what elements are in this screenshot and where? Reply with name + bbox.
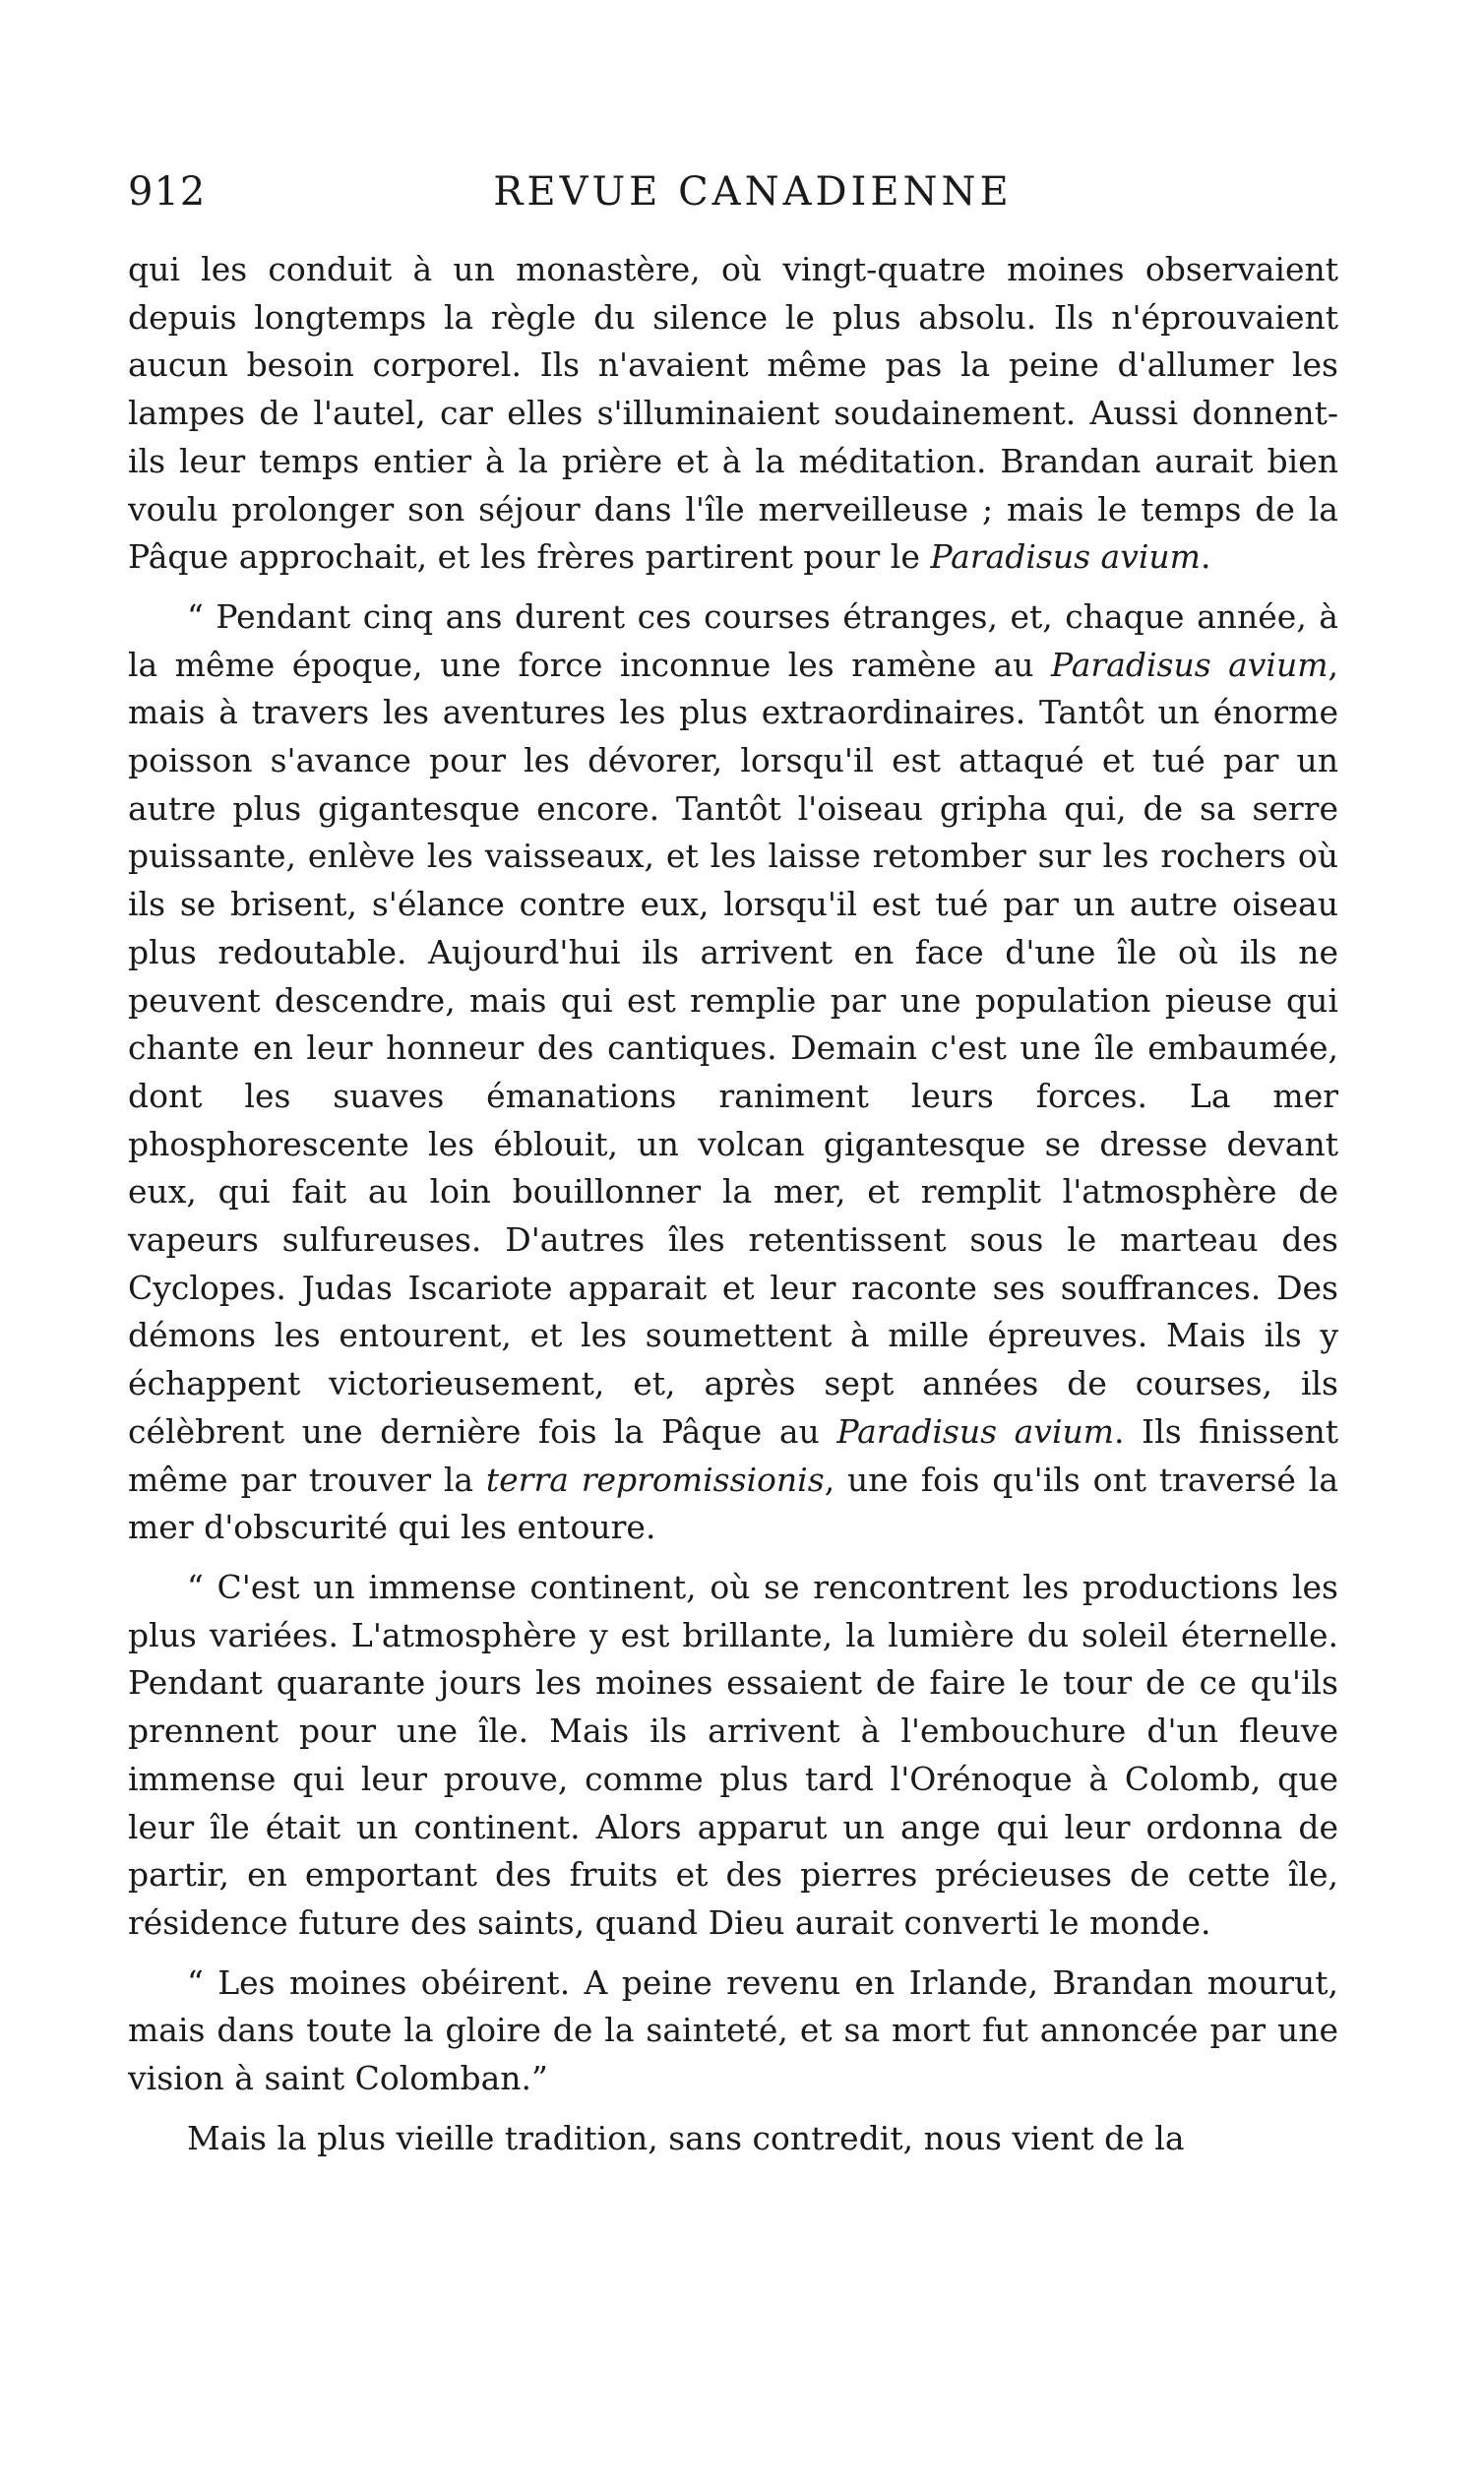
text-segment: , une fois qu'ils ont traversé la mer d'obscurité qui les entoure.: [128, 1460, 1338, 1547]
page-number: 912: [128, 169, 207, 215]
paragraph-2: [128, 593, 1338, 1552]
text-segment: “ Les moines obéirent. A peine revenu en Irlande, Brandan mourut, mais dans toute la gloire de la sainteté, et sa mort fut annoncée par une vision à saint Colomban.”: [128, 1962, 1338, 2098]
body-text: [128, 246, 1338, 2174]
text-segment: .: [1200, 537, 1211, 577]
text-segment: qui les conduit à un monastère, où vingt-quatre moines observaient depuis longtemps la règle du silence le plus absolu. Ils n'éprouvaient aucun besoin corporel. Ils n'avaient même pas la peine d'allumer les lampes de l'autel, car elles s'illuminaient soudainement. Aussi donnent-ils leur temps entier à la prière et à la méditation. Brandan aurait bien voulu prolonger son séjour dans l'île merveilleuse ; mais le temps de la Pâque approchait, et les frères partirent pour le: [128, 250, 1338, 577]
paragraph-1: [128, 246, 1338, 582]
italic-term: terra repromissionis: [485, 1460, 825, 1499]
italic-term: Paradisus avium: [836, 1411, 1115, 1451]
running-head: [128, 162, 1338, 221]
journal-title: REVUE CANADIENNE: [493, 169, 1013, 215]
italic-term: Paradisus avium: [930, 537, 1201, 577]
text-segment: . Ils finissent même par trouver la: [128, 1411, 1338, 1499]
italic-term: Paradisus avium: [1051, 645, 1329, 684]
text-segment: “ Pendant cinq ans durent ces courses étranges, et, chaque année, à la même époque, une force inconnue les ramène au: [128, 596, 1338, 684]
paragraph-4: [128, 1960, 1338, 2103]
text-segment: , mais à travers les aventures les plus extraordinaires. Tantôt un énorme poisson s'avance pour les dévorer, lorsqu'il est attaqué et tué par un autre plus gigantesque encore. Tantôt l'oiseau gripha qui, de sa serre puissante, enlève les vaisseaux, et les laisse retomber sur les rochers où ils se brisent, s'élance contre eux, lorsqu'il est tué par un autre oiseau plus redoutable. Aujourd'hui ils arrivent en face d'une île où ils ne peuvent descendre, mais qui est remplie par une population pieuse qui chante en leur honneur des cantiques. Demain c'est une île embaumée, dont les suaves émanations raniment leurs forces. La mer phosphorescente les éblouit, un volcan gigantesque se dresse devant eux, qui fait au loin bouillonner la mer, et remplit l'atmosphère de vapeurs sulfureuses. D'autres îles retentissent sous le marteau des Cyclopes. Judas Iscariote apparait et leur raconte ses souffrances. Des démons les entourent, et les soumettent à mille épreuves. Mais ils y échappent victorieusement, et, après sept années de courses, ils célèbrent une dernière fois la Pâque au: [128, 645, 1338, 1451]
paragraph-3: [128, 1564, 1338, 1948]
paragraph-5: [128, 2115, 1338, 2163]
text-segment: Mais la plus vieille tradition, sans contredit, nous vient de la: [187, 2118, 1185, 2157]
text-segment: “ C'est un immense continent, où se rencontrent les productions les plus variées. L'atmosphère y est brillante, la lumière du soleil éternelle. Pendant quarante jours les moines essaient de faire le tour de ce qu'ils prennent pour une île. Mais ils arrivent à l'embouchure d'un fleuve immense qui leur prouve, comme plus tard l'Orénoque à Colomb, que leur île était un continent. Alors apparut un ange qui leur ordonna de partir, en emportant des fruits et des pierres précieuses de cette île, résidence future des saints, quand Dieu aurait converti le monde.: [128, 1567, 1338, 1942]
